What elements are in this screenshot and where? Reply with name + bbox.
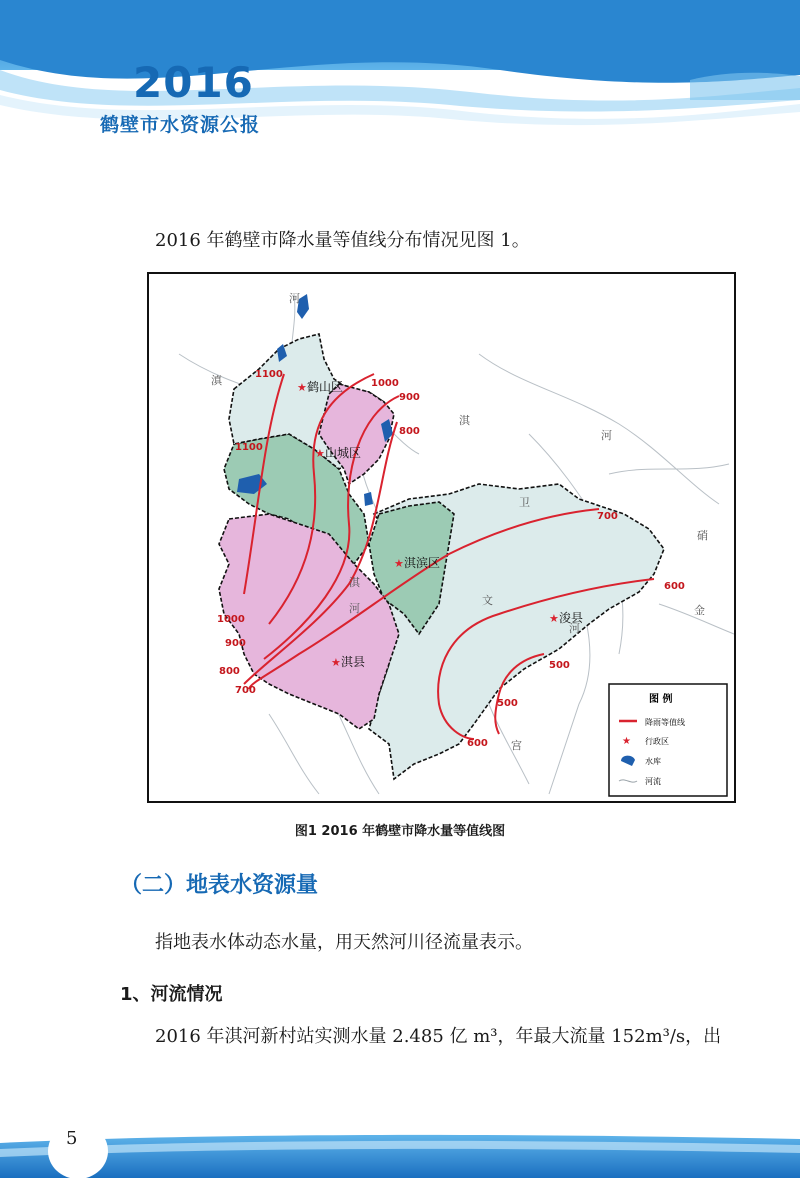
- report-year: 2016: [133, 58, 254, 107]
- district-qibin: 淇滨区: [404, 556, 441, 570]
- page-number: 5: [66, 1128, 78, 1149]
- isohyet-label: 600: [467, 738, 488, 749]
- section-heading: （二）地表水资源量: [120, 873, 319, 898]
- intro-text: 2016 年鹤壁市降水量等值线分布情况见图 1。: [155, 230, 530, 251]
- svg-text:★: ★: [549, 612, 559, 625]
- district-shancheng: 山城区: [325, 446, 362, 460]
- isohyet-label: 800: [399, 426, 420, 437]
- paragraph: 2016 年淇河新村站实测水量 2.485 亿 m³，年最大流量 152m³/s，出: [155, 1026, 722, 1047]
- map-svg: [149, 274, 734, 801]
- river-label: 河: [569, 622, 580, 635]
- report-title: 鹤壁市水资源公报: [100, 114, 261, 136]
- river-label: 宫: [511, 739, 522, 752]
- isohyet-label: 500: [549, 660, 570, 671]
- isohyet-label: 900: [225, 638, 246, 649]
- svg-text:★: ★: [394, 557, 404, 570]
- river-label: 滇: [211, 374, 222, 387]
- legend-river: 河流: [645, 777, 661, 786]
- isohyet-label: 600: [664, 581, 685, 592]
- district-qixian: 淇县: [341, 655, 366, 669]
- district-heshan: 鹤山区: [307, 380, 344, 394]
- map-legend: [609, 684, 727, 796]
- isohyet-label: 500: [497, 698, 518, 709]
- legend-title: 图 例: [649, 694, 673, 705]
- river-label: 金: [694, 604, 705, 617]
- river-label: 淇: [459, 414, 470, 427]
- figure-caption: 图1 2016 年鹤壁市降水量等值线图: [294, 824, 506, 839]
- legend-district: 行政区: [645, 737, 669, 746]
- svg-text:★: ★: [297, 381, 307, 394]
- header-band: [0, 0, 800, 150]
- river-label: 河: [289, 292, 300, 305]
- isohyet-label: 1100: [235, 442, 263, 453]
- river-label: 河: [349, 602, 360, 615]
- svg-text:★: ★: [315, 447, 325, 460]
- district-xunxian: 浚县: [559, 611, 584, 625]
- page-number-circle: [48, 1125, 108, 1178]
- isohyet-map: [147, 272, 736, 803]
- river-label: 文: [482, 594, 493, 607]
- paragraph: 指地表水体动态水量，用天然河川径流量表示。: [155, 932, 533, 953]
- isohyet-label: 1100: [255, 369, 283, 380]
- isohyet-label: 800: [219, 666, 240, 677]
- isohyet-label: 900: [399, 392, 420, 403]
- river-label: 淇: [349, 576, 360, 589]
- river-label: 河: [601, 429, 612, 442]
- footer-band: [0, 1125, 800, 1178]
- legend-reservoir: 水库: [645, 757, 661, 766]
- isohyet-label: 700: [235, 685, 256, 696]
- svg-text:★: ★: [331, 656, 341, 669]
- isohyet-label: 700: [597, 511, 618, 522]
- river-label: 卫: [519, 496, 530, 509]
- legend-isohyet: 降雨等值线: [645, 718, 685, 727]
- isohyet-label: 1000: [217, 614, 245, 625]
- sub-heading: 1、河流情况: [120, 984, 223, 1005]
- isohyet-label: 1000: [371, 378, 399, 389]
- river-label: 硝: [697, 529, 708, 542]
- legend-district-swatch: ★: [622, 736, 631, 747]
